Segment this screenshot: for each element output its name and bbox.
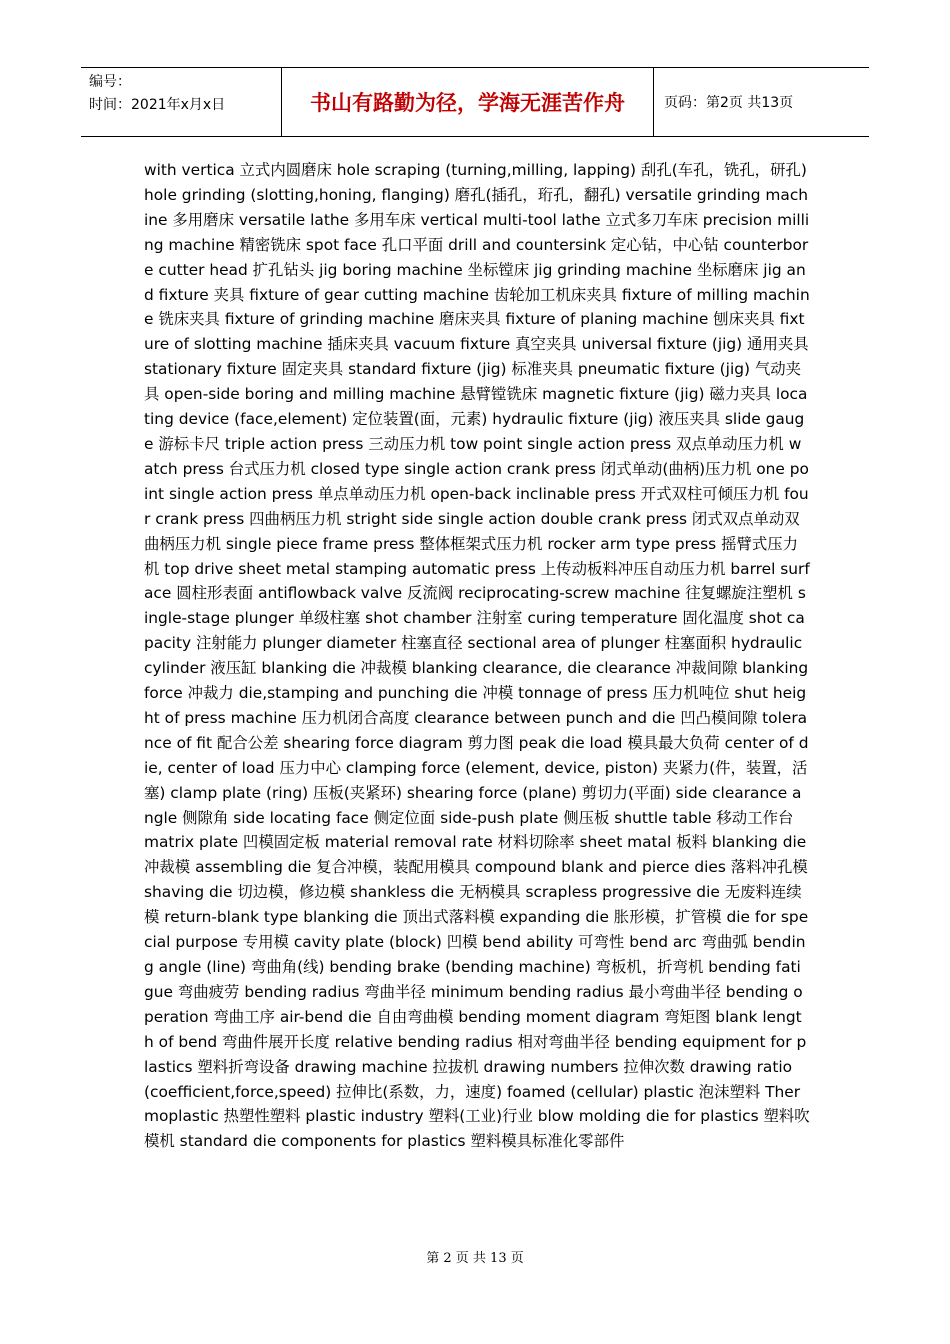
code-label: 编号： — [89, 74, 131, 90]
page-footer: 第 2 页 共 13 页 — [426, 1251, 524, 1266]
header-motto: 书山有路勤为径，学海无涯苦作舟 — [282, 68, 654, 136]
header-meta — [81, 68, 282, 136]
time-label: 时间：2021年x月x日 — [89, 97, 226, 113]
glossary-text: with vertica 立式内圆磨床 hole scraping (turning,milling, lapping) 刮孔(车孔，铣孔，研孔) hole grinding (slotting,honing, flanging) 磨孔(插孔，珩孔，翻孔) versatile grinding machine 多用磨床 versatile lathe 多用车床 vertical multi-tool lathe 立式多刀车床 precision milling machine 精密铣床 spot face 孔口平面 drill and countersink 定心钻，中心钻 counterbore cutter head 扩孔钻头 jig boring machine 坐标镗床 jig grinding machine 坐标磨床 jig and fixture 夹具 fixture of gear cutting machine 齿轮加工机床夹具 fixture of milling machine 铣床夹具 fixture of grinding machine 磨床夹具 fixture of planing machine 刨床夹具 fixture of slotting machine 插床夹具 vacuum fixture 真空夹具 universal fixture (jig) 通用夹具 stationary fixture 固定夹具 standard fixture (jig) 标准夹具 pneumatic fixture (jig) 气动夹具 open-side boring and milling machine 悬臂镗铣床 magnetic fixture (jig) 磁力夹具 locating device (face,element) 定位装置(面，元素) hydraulic fixture (jig) 液压夹具 slide gauge 游标卡尺 triple action press 三动压力机 tow point single action press 双点单动压力机 watch press 台式压力机 closed type single action crank press 闭式单动(曲柄)压力机 one point single action press 单点单动压力机 open-back inclinable press 开式双柱可倾压力机 four crank press 四曲柄压力机 stright side single action double crank press 闭式双点单动双曲柄压力机 single piece frame press 整体框架式压力机 rocker arm type press 摇臂式压力机 top drive sheet metal stamping automatic press 上传动板料冲压自动压力机 barrel surface 圆柱形表面 antiflowback valve 反流阀 reciprocating-screw machine 往复螺旋注塑机 single-stage plunger 单级柱塞 shot chamber 注射室 curing temperature 固化温度 shot capacity 注射能力 plunger diameter 柱塞直径 sectional area of plunger 柱塞面积 hydraulic cylinder 液压缸 blanking die 冲裁模 blanking clearance, die clearance 冲裁间隙 blanking force 冲裁力 die,stamping and punching die 冲模 tonnage of press 压力机吨位 shut height of press machine 压力机闭合高度 clearance between punch and die 凹凸模间隙 tolerance of fit 配合公差 shearing force diagram 剪力图 peak die load 模具最大负荷 center of die, center of load 压力中心 clamping force (element, device, piston) 夹紧力(件，装置，活塞) clamp plate (ring) 压板(夹紧环) shearing force (plane) 剪切力(平面) side clearance angle 侧隙角 side locating face 侧定位面 side-push plate 侧压板 shuttle table 移动工作台 matrix plate 凹模固定板 material removal rate 材料切除率 sheet matal 板料 blanking die 冲裁模 assembling die 复合冲模，装配用模具 compound blank and pierce dies 落料冲孔模 shaving die 切边模，修边模 shankless die 无柄模具 scrapless progressive die 无废料连续模 return-blank type blanking die 顶出式落料模 expanding die 胀形模，扩管模 die for special purpose 专用模 cavity plate (block) 凹模 bend ability 可弯性 bend arc 弯曲弧 bending angle (line) 弯曲角(线) bending brake (bending machine) 弯板机，折弯机 bending fatigue 弯曲疲劳 bending radius 弯曲半径 minimum bending radius 最小弯曲半径 bending operation 弯曲工序 air-bend die 自由弯曲模 bending moment diagram 弯矩图 blank length of bend 弯曲件展开长度 relative bending radius 相对弯曲半径 bending equipment for plastics 塑料折弯设备 drawing machine 拉拔机 drawing numbers 拉伸次数 drawing ratio (coefficient,force,speed) 拉伸比(系数，力，速度) foamed (cellular) plastic 泡沫塑料 Thermoplastic 热塑性塑料 plastic industry 塑料(工业)行业 blow molding die for plastics 塑料吹模机 standard die components for plastics 塑料模具标准化零部件 — [144, 161, 810, 1151]
page-header — [81, 67, 869, 137]
header-page-info: 页码：第2页 共13页 — [664, 95, 794, 111]
